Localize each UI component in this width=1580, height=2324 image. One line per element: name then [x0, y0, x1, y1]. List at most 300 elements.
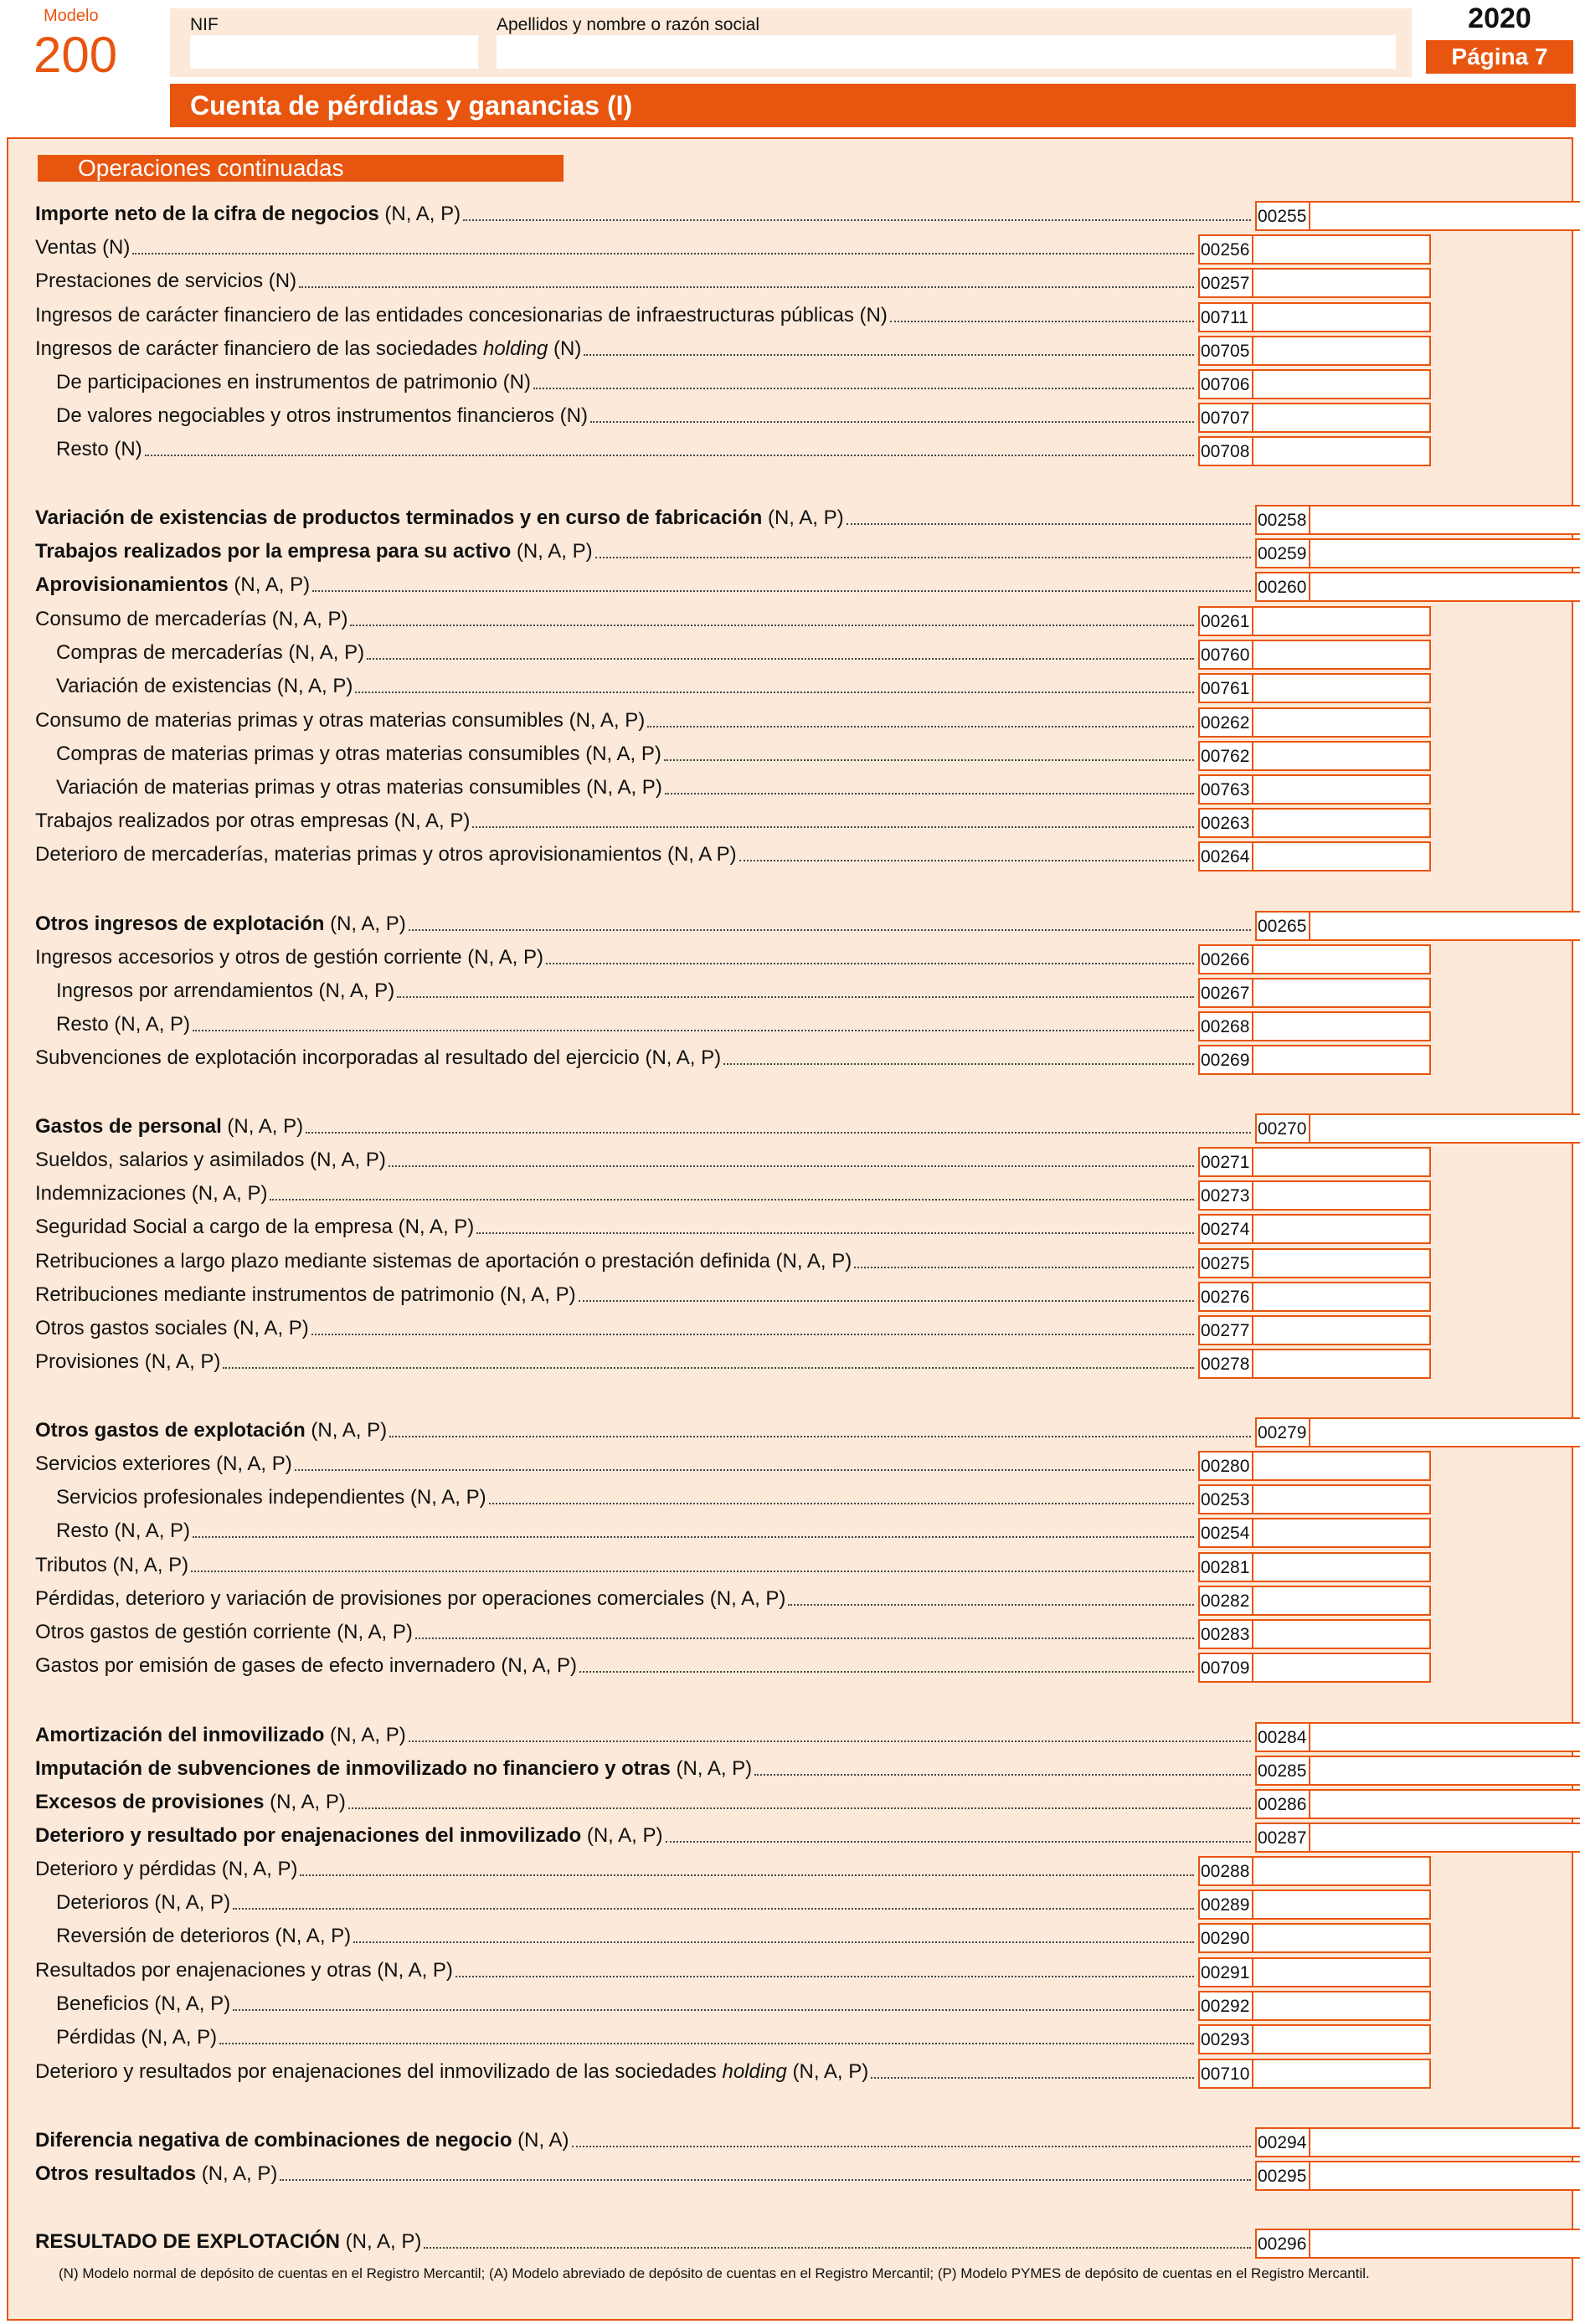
modelo-label: Modelo [44, 7, 99, 25]
amount-input-00282[interactable] [1252, 1586, 1431, 1616]
row-label [35, 1552, 1197, 1579]
amount-input-00253[interactable] [1252, 1484, 1431, 1514]
row-label-main: Gastos por emisión de gases de efecto invernadero (N, A, P) [35, 1654, 578, 1677]
row-label-main: Servicios profesionales independientes (N, A, P) [56, 1486, 486, 1509]
box-code: 00254 [1198, 1518, 1253, 1548]
row-label-main: Provisiones (N, A, P) [35, 1350, 221, 1373]
box-code: 00267 [1198, 978, 1253, 1008]
row-label-main: Deterioro de mercaderías, materias primas y otros aprovisionamientos (N, A P) [35, 843, 737, 866]
row-label [35, 1789, 1253, 1816]
row-label [56, 369, 1197, 396]
amount-input-00292[interactable] [1252, 1991, 1431, 2021]
dot-leader [191, 1571, 1194, 1572]
row-label-main: Variación de existencias (N, A, P) [56, 675, 353, 697]
box-code: 00762 [1198, 741, 1253, 771]
row-label [56, 1518, 1197, 1545]
row-label [35, 538, 1253, 565]
box-code: 00710 [1198, 2059, 1253, 2089]
row-label-text [35, 1349, 220, 1375]
row-label-main: Resultados por enajenaciones y otras (N, A, P) [35, 1959, 453, 1982]
dot-leader [723, 1063, 1194, 1065]
dot-leader [193, 1536, 1194, 1538]
row-label-text [35, 1282, 576, 1309]
form-row-00294 [0, 2127, 1580, 2154]
dot-leader [233, 2009, 1194, 2011]
row-label [56, 1923, 1197, 1950]
dot-leader [489, 1503, 1194, 1504]
dot-leader [647, 726, 1194, 728]
box-code: 00256 [1198, 234, 1253, 265]
amount-input-00262[interactable] [1252, 707, 1431, 738]
row-label-main: Ingresos accesorios y otros de gestión corriente (N, A, P) [35, 946, 543, 969]
row-label [35, 1417, 1253, 1444]
box-code: 00269 [1198, 1045, 1253, 1075]
row-label [56, 1484, 1197, 1511]
dot-leader [306, 1132, 1251, 1134]
row-label-main: Resto (N, A, P) [56, 1013, 191, 1036]
dot-leader [300, 1874, 1194, 1876]
row-label-text [35, 1417, 387, 1444]
row-label-text [56, 640, 364, 666]
row-label-text [35, 1619, 413, 1646]
row-label [35, 505, 1253, 532]
form-row-00266 [0, 944, 1580, 971]
row-label [35, 944, 1197, 971]
form-row-00711 [0, 302, 1580, 329]
amount-input-00277[interactable] [1252, 1315, 1431, 1345]
form-row-00271 [0, 1147, 1580, 1174]
row-label-text [35, 201, 461, 228]
row-label-text [35, 1180, 267, 1207]
form-row-00278 [0, 1349, 1580, 1375]
row-label-italic: holding [482, 337, 548, 360]
row-label-main: De valores negociables y otros instrumentos financieros (N) [56, 404, 588, 427]
row-label-models: (N, A, P) [305, 1419, 388, 1442]
dot-leader [193, 1030, 1194, 1031]
dot-leader [270, 1199, 1194, 1201]
amount-input-00270[interactable] [1309, 1113, 1580, 1144]
dot-leader [409, 1740, 1251, 1742]
dot-leader [424, 2247, 1251, 2249]
row-label-main: Prestaciones de servicios (N) [35, 270, 297, 292]
box-code: 00289 [1198, 1890, 1253, 1920]
box-code: 00275 [1198, 1248, 1253, 1278]
amount-input-00274[interactable] [1252, 1214, 1431, 1244]
box-code: 00707 [1198, 403, 1253, 433]
box-code: 00260 [1255, 572, 1310, 602]
row-label-main: Sueldos, salarios y asimilados (N, A, P) [35, 1149, 386, 1171]
box-code: 00253 [1198, 1484, 1253, 1514]
form-row-00709 [0, 1653, 1580, 1679]
amount-input-00290[interactable] [1252, 1923, 1431, 1953]
row-label-text [35, 1147, 386, 1174]
amount-input-00289[interactable] [1252, 1890, 1431, 1920]
form-row-00277 [0, 1315, 1580, 1342]
box-code: 00284 [1255, 1722, 1310, 1752]
dot-leader [132, 253, 1194, 255]
row-label-text [35, 1451, 292, 1478]
dot-leader [788, 1604, 1194, 1606]
box-code: 00263 [1198, 808, 1253, 838]
identification-header [170, 8, 1412, 77]
row-label [56, 1011, 1197, 1038]
row-label-text [35, 1315, 309, 1342]
row-label-main: Tributos (N, A, P) [35, 1554, 189, 1576]
row-label [35, 1180, 1197, 1207]
amount-input-00279[interactable] [1309, 1417, 1580, 1447]
row-label-text [56, 436, 142, 463]
form-row-00274 [0, 1214, 1580, 1241]
amount-input-00263[interactable] [1252, 808, 1431, 838]
box-code: 00278 [1198, 1349, 1253, 1379]
amount-input-00296[interactable] [1309, 2229, 1580, 2259]
dot-leader [367, 658, 1194, 660]
row-label-main: Compras de mercaderías (N, A, P) [56, 641, 365, 664]
box-code: 00262 [1198, 707, 1253, 738]
form-row-00761 [0, 673, 1580, 700]
form-row-00269 [0, 1045, 1580, 1072]
dot-leader [299, 286, 1194, 288]
box-code: 00705 [1198, 336, 1253, 366]
amount-input-00255[interactable] [1309, 201, 1580, 231]
row-label-main: Deterioro y resultados por enajenaciones del inmovilizado de las sociedades [35, 2060, 723, 2083]
row-label [35, 808, 1197, 835]
form-row-00267 [0, 978, 1580, 1005]
form-row-00281 [0, 1552, 1580, 1579]
row-label-main: Subvenciones de explotación incorporadas al resultado del ejercicio (N, A, P) [35, 1046, 722, 1069]
amount-input-00275[interactable] [1252, 1248, 1431, 1278]
row-label-main: Pérdidas (N, A, P) [56, 2026, 218, 2049]
form-row-00270 [0, 1113, 1580, 1140]
box-code: 00760 [1198, 640, 1253, 670]
form-row-00288 [0, 1856, 1580, 1883]
dot-leader [472, 826, 1194, 828]
form-row-00708 [0, 436, 1580, 463]
row-label-text [35, 2127, 569, 2154]
box-code: 00285 [1255, 1756, 1310, 1786]
row-label [56, 403, 1197, 429]
row-label-main: Otros gastos sociales (N, A, P) [35, 1317, 309, 1339]
box-code: 00295 [1255, 2161, 1310, 2191]
row-label-main: Servicios exteriores (N, A, P) [35, 1452, 292, 1475]
box-code: 00280 [1198, 1451, 1253, 1481]
amount-input-00254[interactable] [1252, 1518, 1431, 1548]
row-label-models: (N, A, P) [762, 506, 844, 529]
row-label-models: (N, A, P) [511, 540, 593, 563]
row-label [35, 201, 1253, 228]
amount-input-00271[interactable] [1252, 1147, 1431, 1177]
row-label-main: RESULTADO DE EXPLOTACIÓN [35, 2230, 341, 2253]
amount-input-00283[interactable] [1252, 1619, 1431, 1649]
row-label-text [35, 2161, 277, 2188]
row-label [35, 1147, 1197, 1174]
amount-input-00257[interactable] [1252, 268, 1431, 298]
name-field[interactable] [497, 35, 1396, 69]
row-label-main: Compras de materias primas y otras materias consumibles (N, A, P) [56, 743, 661, 765]
form-row-00710 [0, 2059, 1580, 2085]
form-row-00283 [0, 1619, 1580, 1646]
row-label [35, 268, 1197, 295]
amount-input-00707[interactable] [1252, 403, 1431, 433]
dot-leader [664, 759, 1194, 761]
form-row-00291 [0, 1957, 1580, 1984]
dot-leader [280, 2179, 1251, 2181]
row-label-text [35, 572, 310, 599]
row-label-models: (N, A, P) [324, 1724, 406, 1746]
row-label [35, 606, 1197, 633]
row-label-text [35, 944, 543, 971]
amount-input-00261[interactable] [1252, 606, 1431, 636]
form-row-00286 [0, 1789, 1580, 1816]
row-label-text [35, 336, 581, 362]
dot-leader [223, 1367, 1194, 1369]
row-label [56, 741, 1197, 768]
amount-input-00268[interactable] [1252, 1011, 1431, 1041]
amount-input-00269[interactable] [1252, 1045, 1431, 1075]
amount-input-00760[interactable] [1252, 640, 1431, 670]
dot-leader [533, 388, 1194, 389]
row-label-text [35, 538, 593, 565]
row-label-text [56, 1484, 486, 1511]
amount-input-00281[interactable] [1252, 1552, 1431, 1582]
row-label-main: Seguridad Social a cargo de la empresa (N, A, P) [35, 1216, 475, 1238]
row-label-models: (N, A, P) [378, 203, 461, 225]
form-row-00287 [0, 1823, 1580, 1849]
amount-input-00266[interactable] [1252, 944, 1431, 974]
form-row-00276 [0, 1282, 1580, 1309]
row-label-main: Resto (N) [56, 438, 142, 460]
box-code: 00290 [1198, 1923, 1253, 1953]
form-row-00263 [0, 808, 1580, 835]
footnote: (N) Modelo normal de depósito de cuentas en el Registro Mercantil; (A) Modelo abreviado de depósito de cuentas en el Registro Mercantil; (P) Modelo PYMES de depósito de cuentas en el Registro Mercantil. [59, 2265, 1370, 2281]
amount-input-00291[interactable] [1252, 1957, 1431, 1987]
box-code: 00281 [1198, 1552, 1253, 1582]
row-label-main: Deterioro y resultado por enajenaciones del inmovilizado [35, 1824, 582, 1847]
dot-leader [854, 1267, 1194, 1268]
row-label-text [35, 1045, 721, 1072]
dot-leader [871, 2077, 1194, 2079]
row-label-text [35, 1653, 577, 1679]
box-code: 00287 [1255, 1823, 1310, 1853]
amount-input-00259[interactable] [1309, 538, 1580, 568]
dot-leader [389, 1436, 1251, 1437]
dot-leader [409, 929, 1251, 931]
form-row-00295 [0, 2161, 1580, 2188]
box-code: 00282 [1198, 1586, 1253, 1616]
box-code: 00268 [1198, 1011, 1253, 1041]
amount-input-00705[interactable] [1252, 336, 1431, 366]
form-row-00265 [0, 911, 1580, 938]
row-label-text [56, 1518, 190, 1545]
amount-input-00710[interactable] [1252, 2059, 1431, 2089]
row-label [56, 436, 1197, 463]
nif-field[interactable] [190, 35, 478, 69]
row-label-main: Diferencia negativa de combinaciones de negocio [35, 2129, 512, 2152]
dot-leader [233, 1908, 1194, 1910]
dot-leader [754, 1774, 1251, 1776]
form-row-00706 [0, 369, 1580, 396]
row-label [35, 2229, 1253, 2255]
row-label-main: Trabajos realizados por otras empresas (N, A, P) [35, 810, 471, 832]
box-code: 00259 [1255, 538, 1310, 568]
box-code: 00274 [1198, 1214, 1253, 1244]
row-label-text [56, 741, 661, 768]
amount-input-00267[interactable] [1252, 978, 1431, 1008]
dot-leader [890, 321, 1194, 322]
row-label-text [35, 1113, 303, 1140]
form-row-00289 [0, 1890, 1580, 1916]
row-label-main: Imputación de subvenciones de inmovilizado no financiero y otras [35, 1757, 671, 1780]
row-label-text [35, 707, 645, 734]
box-code: 00273 [1198, 1180, 1253, 1211]
amount-input-00293[interactable] [1252, 2024, 1431, 2054]
box-code: 00283 [1198, 1619, 1253, 1649]
dot-leader [353, 1941, 1194, 1943]
row-label-text [35, 1248, 852, 1275]
row-label-main: Consumo de materias primas y otras materias consumibles (N, A, P) [35, 709, 646, 732]
box-code: 00271 [1198, 1147, 1253, 1177]
row-label [56, 1991, 1197, 2018]
amount-input-00256[interactable] [1252, 234, 1431, 265]
amount-input-00284[interactable] [1309, 1722, 1580, 1752]
dot-leader [355, 692, 1194, 693]
box-code: 00291 [1198, 1957, 1253, 1987]
row-label-text [35, 2229, 421, 2255]
dot-leader [584, 354, 1194, 356]
amount-input-00264[interactable] [1252, 841, 1431, 872]
row-label-main: Importe neto de la cifra de negocios [35, 203, 379, 225]
row-label-main: Variación de existencias de productos terminados y en curso de fabricación [35, 506, 763, 529]
amount-input-00288[interactable] [1252, 1856, 1431, 1886]
row-label-text [35, 1214, 474, 1241]
form-row-00285 [0, 1756, 1580, 1782]
row-label [35, 2059, 1197, 2085]
box-code: 00261 [1198, 606, 1253, 636]
row-label-main: Ingresos de carácter financiero de las entidades concesionarias de infraestructuras públicas (N) [35, 304, 888, 326]
amount-input-00762[interactable] [1252, 741, 1431, 771]
row-label [56, 640, 1197, 666]
box-code: 00255 [1255, 201, 1310, 231]
dot-leader [350, 625, 1194, 626]
box-code: 00709 [1198, 1653, 1253, 1683]
form-row-00762 [0, 741, 1580, 768]
row-label-text [35, 911, 406, 938]
amount-input-00273[interactable] [1252, 1180, 1431, 1211]
amount-input-00295[interactable] [1309, 2161, 1580, 2191]
row-label-models: (N, A, P) [196, 2162, 278, 2185]
row-label-text [56, 1011, 190, 1038]
row-label-models: (N, A, P) [221, 1115, 304, 1138]
row-label-models: (N) [548, 337, 582, 360]
form-row-00255 [0, 201, 1580, 228]
box-code: 00711 [1198, 302, 1253, 332]
row-label-text [35, 606, 347, 633]
row-label-text [35, 1586, 785, 1612]
amount-input-00286[interactable] [1309, 1789, 1580, 1819]
row-label-text [35, 1756, 752, 1782]
row-label-text [56, 1890, 230, 1916]
form-row-00705 [0, 336, 1580, 362]
row-label-text [35, 1722, 406, 1749]
dot-leader [219, 2043, 1194, 2044]
form-row-00293 [0, 2024, 1580, 2051]
row-label-main: Excesos de provisiones [35, 1791, 265, 1813]
nif-label: NIF [190, 15, 219, 34]
row-label-text [35, 234, 130, 261]
form-row-00268 [0, 1011, 1580, 1038]
amount-input-00278[interactable] [1252, 1349, 1431, 1379]
name-label: Apellidos y nombre o razón social [497, 15, 759, 34]
form-row-00273 [0, 1180, 1580, 1207]
dot-leader [579, 1671, 1194, 1673]
row-label [56, 2024, 1197, 2051]
form-row-00280 [0, 1451, 1580, 1478]
row-label-text [56, 1991, 230, 2018]
amount-input-00763[interactable] [1252, 774, 1431, 805]
box-code: 00293 [1198, 2024, 1253, 2054]
amount-input-00260[interactable] [1309, 572, 1580, 602]
row-label [35, 2161, 1253, 2188]
row-label-main: Pérdidas, deterioro y variación de provisiones por operaciones comerciales (N, A, P) [35, 1587, 786, 1610]
row-label [35, 1045, 1197, 1072]
amount-input-00761[interactable] [1252, 673, 1431, 703]
amount-input-00709[interactable] [1252, 1653, 1431, 1683]
dot-leader [311, 1334, 1194, 1335]
row-label-text [35, 2059, 868, 2085]
row-label-models: (N, A, P) [324, 913, 406, 935]
row-label-text [56, 978, 394, 1005]
amount-input-00265[interactable] [1309, 911, 1580, 941]
amount-input-00285[interactable] [1309, 1756, 1580, 1786]
row-label-main: De participaciones en instrumentos de patrimonio (N) [56, 371, 531, 393]
row-label-text [56, 673, 353, 700]
row-label-models: (N, A, P) [264, 1791, 346, 1813]
amount-input-00294[interactable] [1309, 2127, 1580, 2157]
dot-leader [595, 557, 1251, 558]
row-label [35, 1619, 1197, 1646]
box-code: 00266 [1198, 944, 1253, 974]
form-row-00260 [0, 572, 1580, 599]
form-row-00760 [0, 640, 1580, 666]
row-label [35, 1282, 1197, 1309]
row-label-text [35, 808, 470, 835]
dot-leader [415, 1638, 1194, 1639]
row-label-text [35, 1823, 663, 1849]
form-row-00258 [0, 505, 1580, 532]
row-label-main: Aprovisionamientos [35, 573, 229, 596]
amount-input-00708[interactable] [1252, 436, 1431, 466]
amount-input-00280[interactable] [1252, 1451, 1431, 1481]
amount-input-00287[interactable] [1309, 1823, 1580, 1853]
row-label [35, 302, 1197, 329]
dot-leader [145, 455, 1194, 456]
box-code: 00761 [1198, 673, 1253, 703]
amount-input-00706[interactable] [1252, 369, 1431, 399]
modelo-number: 200 [33, 27, 118, 83]
row-label-text [35, 268, 296, 295]
row-label [35, 1214, 1197, 1241]
row-label [35, 1856, 1197, 1883]
amount-input-00711[interactable] [1252, 302, 1431, 332]
form-row-00279 [0, 1417, 1580, 1444]
row-label-text [56, 1923, 351, 1950]
page-number-badge: Página 7 [1426, 40, 1573, 74]
form-row-00275 [0, 1248, 1580, 1275]
amount-input-00258[interactable] [1309, 505, 1580, 535]
row-label-models: (N, A, P) [228, 573, 311, 596]
amount-input-00276[interactable] [1252, 1282, 1431, 1312]
box-code: 00264 [1198, 841, 1253, 872]
